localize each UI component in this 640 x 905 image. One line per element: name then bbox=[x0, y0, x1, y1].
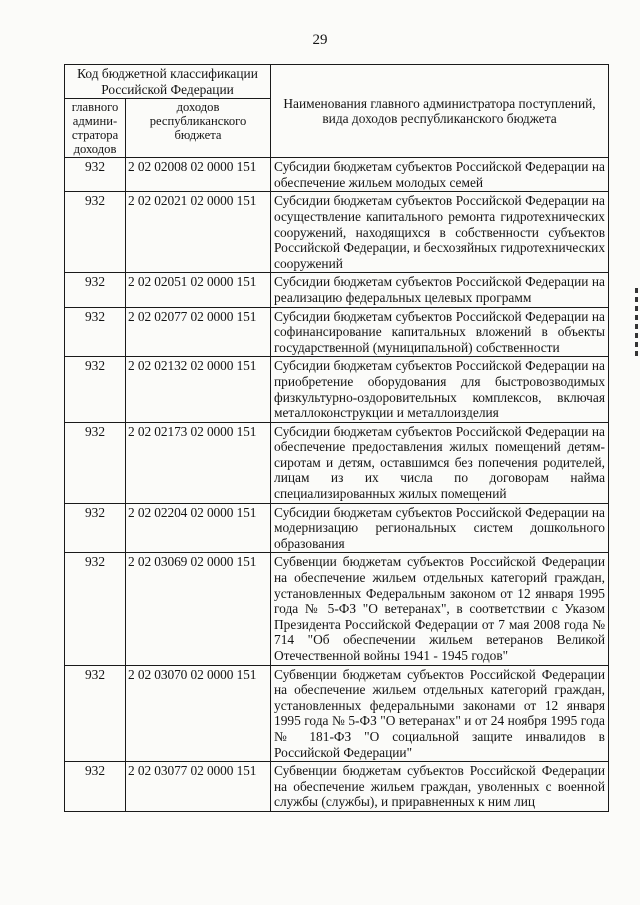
header-row-top bbox=[65, 65, 609, 99]
admin-code-cell: 932 bbox=[65, 307, 126, 357]
table-row bbox=[65, 503, 609, 553]
table-row bbox=[65, 665, 609, 762]
table-row bbox=[65, 192, 609, 273]
admin-code-cell: 932 bbox=[65, 273, 126, 307]
budget-code-cell: 2 02 02173 02 0000 151 bbox=[126, 422, 271, 503]
income-name-cell: Субсидии бюджетам субъектов Российской Федерации на приобретение оборудования для быстровозводимых физкультурно-оздоровительных комплексов, включая металлоконструкции и металлоизделия bbox=[271, 357, 609, 422]
income-name-cell: Субсидии бюджетам субъектов Российской Федерации на обеспечение предоставления жилых помещений детям-сиротам и детям, оставшимся без попечения родителей, лицам из их числа по договорам найма специализированных жилых помещений bbox=[271, 422, 609, 503]
table-row bbox=[65, 553, 609, 665]
budget-code-cell: 2 02 02008 02 0000 151 bbox=[126, 158, 271, 192]
table-row bbox=[65, 422, 609, 503]
budget-code-cell: 2 02 02051 02 0000 151 bbox=[126, 273, 271, 307]
income-name-cell: Субсидии бюджетам субъектов Российской Федерации на реализацию федеральных целевых программ bbox=[271, 273, 609, 307]
income-name-cell: Субсидии бюджетам субъектов Российской Федерации на обеспечение жильем молодых семей bbox=[271, 158, 609, 192]
header-classification-code: Код бюджетной классификации Российской Федерации bbox=[65, 65, 271, 99]
budget-code-cell: 2 02 02132 02 0000 151 bbox=[126, 357, 271, 422]
income-name-cell: Субвенции бюджетам субъектов Российской Федерации на обеспечение жильем отдельных категорий граждан, установленных Федеральным законом от 12 января 1995 года № 5-ФЗ "О ветеранах", в соответствии с Указом Президента Российской Федерации от 7 мая 2008 года № 714 "Об обеспечении жильем ветеранов Великой Отечественной войны 1941 - 1945 годов" bbox=[271, 553, 609, 665]
admin-code-cell: 932 bbox=[65, 357, 126, 422]
table-row bbox=[65, 158, 609, 192]
header-chief-administrator: главного админи-стратора доходов bbox=[65, 99, 126, 158]
income-name-cell: Субсидии бюджетам субъектов Российской Федерации на модернизацию региональных систем дошкольного образования bbox=[271, 503, 609, 553]
table-row bbox=[65, 357, 609, 422]
header-administrator-name: Наименования главного администратора поступлений, вида доходов республиканского бюджета bbox=[271, 65, 609, 158]
income-name-cell: Субвенции бюджетам субъектов Российской Федерации на обеспечение жильем граждан, уволенных с военной службы (службы), и приравненных к ним лиц bbox=[271, 762, 609, 812]
income-name-cell: Субсидии бюджетам субъектов Российской Федерации на софинансирование капитальных вложений в объекты государственной (муниципальной) собственности bbox=[271, 307, 609, 357]
table-row bbox=[65, 273, 609, 307]
budget-classification-table bbox=[64, 64, 609, 812]
table-row bbox=[65, 307, 609, 357]
page-number: 29 bbox=[312, 32, 328, 48]
budget-code-cell: 2 02 02204 02 0000 151 bbox=[126, 503, 271, 553]
income-name-cell: Субсидии бюджетам субъектов Российской Федерации на осуществление капитального ремонта гидротехнических сооружений, находящихся в собственности субъектов Российской Федерации, и бесхозяйных гидротехнических сооружений bbox=[271, 192, 609, 273]
scan-edge-mark bbox=[635, 288, 638, 358]
admin-code-cell: 932 bbox=[65, 192, 126, 273]
budget-code-cell: 2 02 03069 02 0000 151 bbox=[126, 553, 271, 665]
header-republic-budget-income: доходов республиканского бюджета bbox=[126, 99, 271, 158]
budget-code-cell: 2 02 02077 02 0000 151 bbox=[126, 307, 271, 357]
budget-code-cell: 2 02 03077 02 0000 151 bbox=[126, 762, 271, 812]
admin-code-cell: 932 bbox=[65, 762, 126, 812]
budget-code-cell: 2 02 02021 02 0000 151 bbox=[126, 192, 271, 273]
admin-code-cell: 932 bbox=[65, 158, 126, 192]
admin-code-cell: 932 bbox=[65, 422, 126, 503]
income-name-cell: Субвенции бюджетам субъектов Российской Федерации на обеспечение жильем отдельных категорий граждан, установленных федеральными законами от 12 января 1995 года № 5-ФЗ "О ветеранах" и от 24 ноября 1995 года № 181-ФЗ "О социальной защите инвалидов в Российской Федерации" bbox=[271, 665, 609, 762]
admin-code-cell: 932 bbox=[65, 553, 126, 665]
table-row bbox=[65, 762, 609, 812]
budget-code-cell: 2 02 03070 02 0000 151 bbox=[126, 665, 271, 762]
admin-code-cell: 932 bbox=[65, 665, 126, 762]
admin-code-cell: 932 bbox=[65, 503, 126, 553]
